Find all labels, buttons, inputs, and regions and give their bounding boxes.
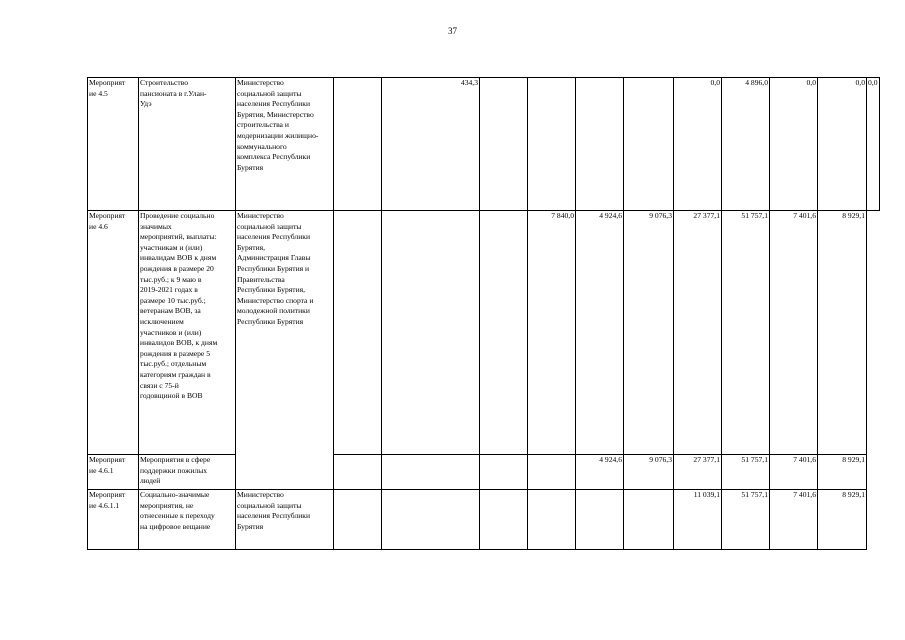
- activity-name: Проведение социально значимых мероприятий, выплаты: участникам и (или) инвалидам ВОВ к дням рождения в размере 20 тыс.руб.; к 9 маю в 2019-2021 годах в размере 10 тыс.руб.; ветеранам ВОВ, за исключением участников и (или) инвалидов ВОВ, к дням рождения в размере 5 тыс.руб.; отдельным категориям граждан в связи с 75-й годовщиной в ВОВ: [139, 211, 236, 455]
- value-cell: [334, 455, 382, 490]
- value-cell: 8 929,1: [818, 490, 867, 550]
- value-cell: [382, 211, 480, 455]
- value-cell: 51 757,1: [722, 490, 770, 550]
- activity-code: Мероприят ие 4.6.1.1: [88, 490, 139, 550]
- value-cell: 51 757,1: [722, 211, 770, 455]
- value-cell: 4 924,6: [576, 455, 624, 490]
- value-cell: 4 896,0: [722, 78, 770, 211]
- activity-code: Мероприят ие 4.5: [88, 78, 139, 211]
- value-cell: 8 929,1: [818, 455, 867, 490]
- value-cell: 11 039,1: [674, 490, 722, 550]
- value-cell: 8 929,1: [818, 211, 867, 455]
- activity-name: Мероприятия в сфере поддержки пожилых людей: [139, 455, 236, 490]
- value-cell: [576, 78, 624, 211]
- value-cell: [382, 455, 480, 490]
- activity-executor: Министерство социальной защиты населения Республики Бурятия: [236, 490, 334, 550]
- value-cell: [624, 78, 674, 211]
- activity-name: Социально-значимые мероприятия, не отнесенные к переходу на цифровое вещание: [139, 490, 236, 550]
- table-row: [88, 455, 880, 490]
- value-cell: 0,0: [674, 78, 722, 211]
- value-cell: 51 757,1: [722, 455, 770, 490]
- value-cell: 4 924,6: [576, 211, 624, 455]
- value-cell: 0,0: [818, 78, 867, 211]
- value-cell: 27 377,1: [674, 211, 722, 455]
- table-row: [88, 211, 880, 455]
- value-cell: [334, 490, 382, 550]
- value-cell: [334, 211, 382, 455]
- page-number: 37: [448, 26, 457, 36]
- value-cell: 9 076,3: [624, 455, 674, 490]
- activity-executor: Министерство социальной защиты населения Республики Бурятия, Администрация Главы Республики Бурятия и Правительства Республики Бурятия, Министерство спорта и молодежной политики Республики Бурятия: [236, 211, 334, 490]
- value-cell: [528, 490, 576, 550]
- value-cell: [382, 490, 480, 550]
- value-cell: 0,0: [867, 78, 880, 211]
- value-cell: [528, 455, 576, 490]
- value-cell: [576, 490, 624, 550]
- value-cell: 0,0: [770, 78, 818, 211]
- value-cell: [480, 211, 528, 455]
- value-cell: 7 840,0: [528, 211, 576, 455]
- value-cell: [528, 78, 576, 211]
- value-cell: 9 076,3: [624, 211, 674, 455]
- value-cell: [480, 455, 528, 490]
- activity-code: Мероприят ие 4.6.1: [88, 455, 139, 490]
- value-cell: [480, 490, 528, 550]
- value-cell: 27 377,1: [674, 455, 722, 490]
- activity-code: Мероприят ие 4.6: [88, 211, 139, 455]
- table-row: [88, 490, 880, 550]
- value-cell: 434,3: [382, 78, 480, 211]
- program-table: [87, 77, 880, 550]
- activity-name: Строительство пансионата в г.Улан- Удэ: [139, 78, 236, 211]
- value-cell: 7 401,6: [770, 211, 818, 455]
- activity-executor: Министерство социальной защиты населения Республики Бурятия, Министерство строительства и модернизации жилищно- коммунального комплекса Республики Бурятия: [236, 78, 334, 211]
- value-cell: 7 401,6: [770, 490, 818, 550]
- value-cell: 7 401,6: [770, 455, 818, 490]
- table-row: [88, 78, 880, 211]
- value-cell: [480, 78, 528, 211]
- value-cell: [624, 490, 674, 550]
- value-cell: [334, 78, 382, 211]
